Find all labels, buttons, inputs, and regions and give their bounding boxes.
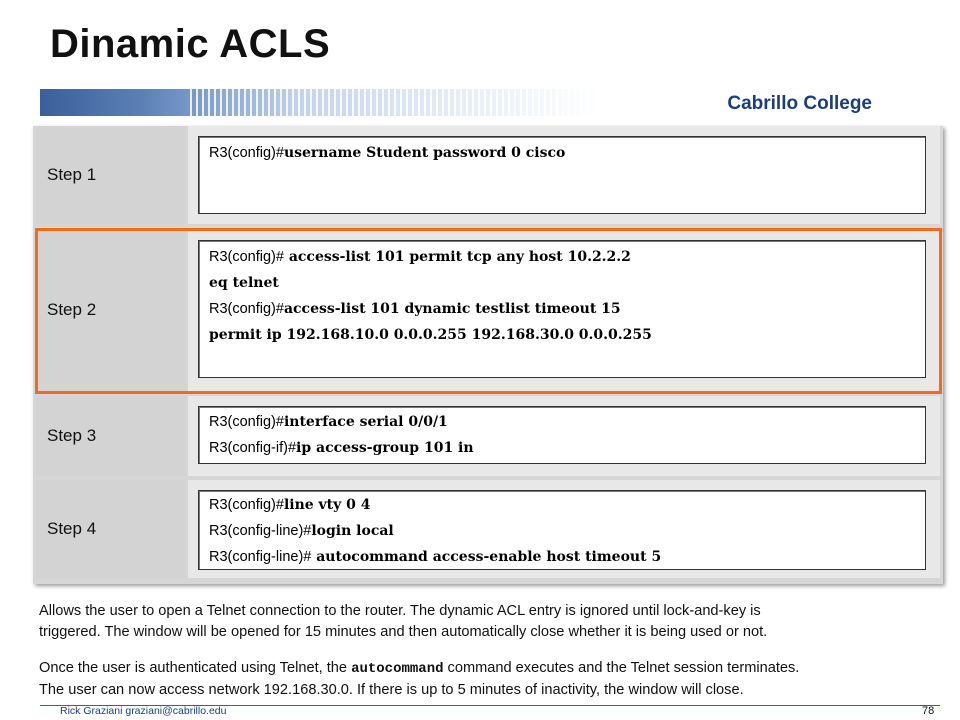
command-line: R3(config)#username Student password 0 cisco [209,145,566,161]
banner-stripes [190,89,590,116]
command-cell [188,396,940,476]
description-line: triggered. The window will be opened for 15 minutes and then automatically close whether it is being used or not. [39,624,768,640]
step2-highlight-frame [35,228,942,394]
inline-code: autocommand [351,661,444,677]
footer-credit: Rick Graziani graziani@cabrillo.edu [60,705,227,717]
step-label-cell [36,480,186,578]
command-line: R3(config-line)# autocommand access-enable host timeout 5 [209,549,662,565]
step-label-cell [36,126,186,224]
command-line: permit ip 192.168.10.0 0.0.0.255 192.168.30.0 0.0.0.255 [209,327,652,343]
step-row [33,396,943,478]
command-box [198,136,926,214]
header-banner [40,89,916,116]
step-row [33,126,943,226]
description-paragraph-1 [39,601,767,643]
description-line: The user can now access network 192.168.30.0. If there is up to 5 minutes of inactivity, the window will close. [39,682,744,698]
command-cell [188,480,940,578]
command-box [198,490,926,570]
command-line: R3(config)# access-list 101 permit tcp any host 10.2.2.2 [209,249,631,265]
command-line: R3(config)#line vty 0 4 [209,497,371,513]
step-label: Step 3 [47,426,97,445]
command-line: R3(config-if)#ip access-group 101 in [209,440,474,456]
description-paragraph-2 [39,658,799,701]
command-cell [188,126,940,224]
step-label-cell [36,396,186,476]
command-line: R3(config)#access-list 101 dynamic testlist timeout 15 [209,301,621,317]
command-box [198,406,926,464]
brand-name: Cabrillo College [727,93,872,114]
command-line: R3(config-line)#login local [209,523,394,539]
step-row [33,480,943,584]
description-line: Once the user is authenticated using Telnet, the autocommand command executes and the Telnet session terminates. [39,660,800,677]
step-label: Step 1 [47,165,97,184]
step-label: Step 2 [47,300,97,319]
command-line: R3(config)#interface serial 0/0/1 [209,414,448,430]
command-line: eq telnet [209,275,279,291]
description-line: Allows the user to open a Telnet connection to the router. The dynamic ACL entry is ignored until lock-and-key is [39,603,761,619]
slide-title: Dinamic ACLS [50,22,331,66]
page-number: 78 [922,705,935,717]
step-label: Step 4 [47,519,97,538]
